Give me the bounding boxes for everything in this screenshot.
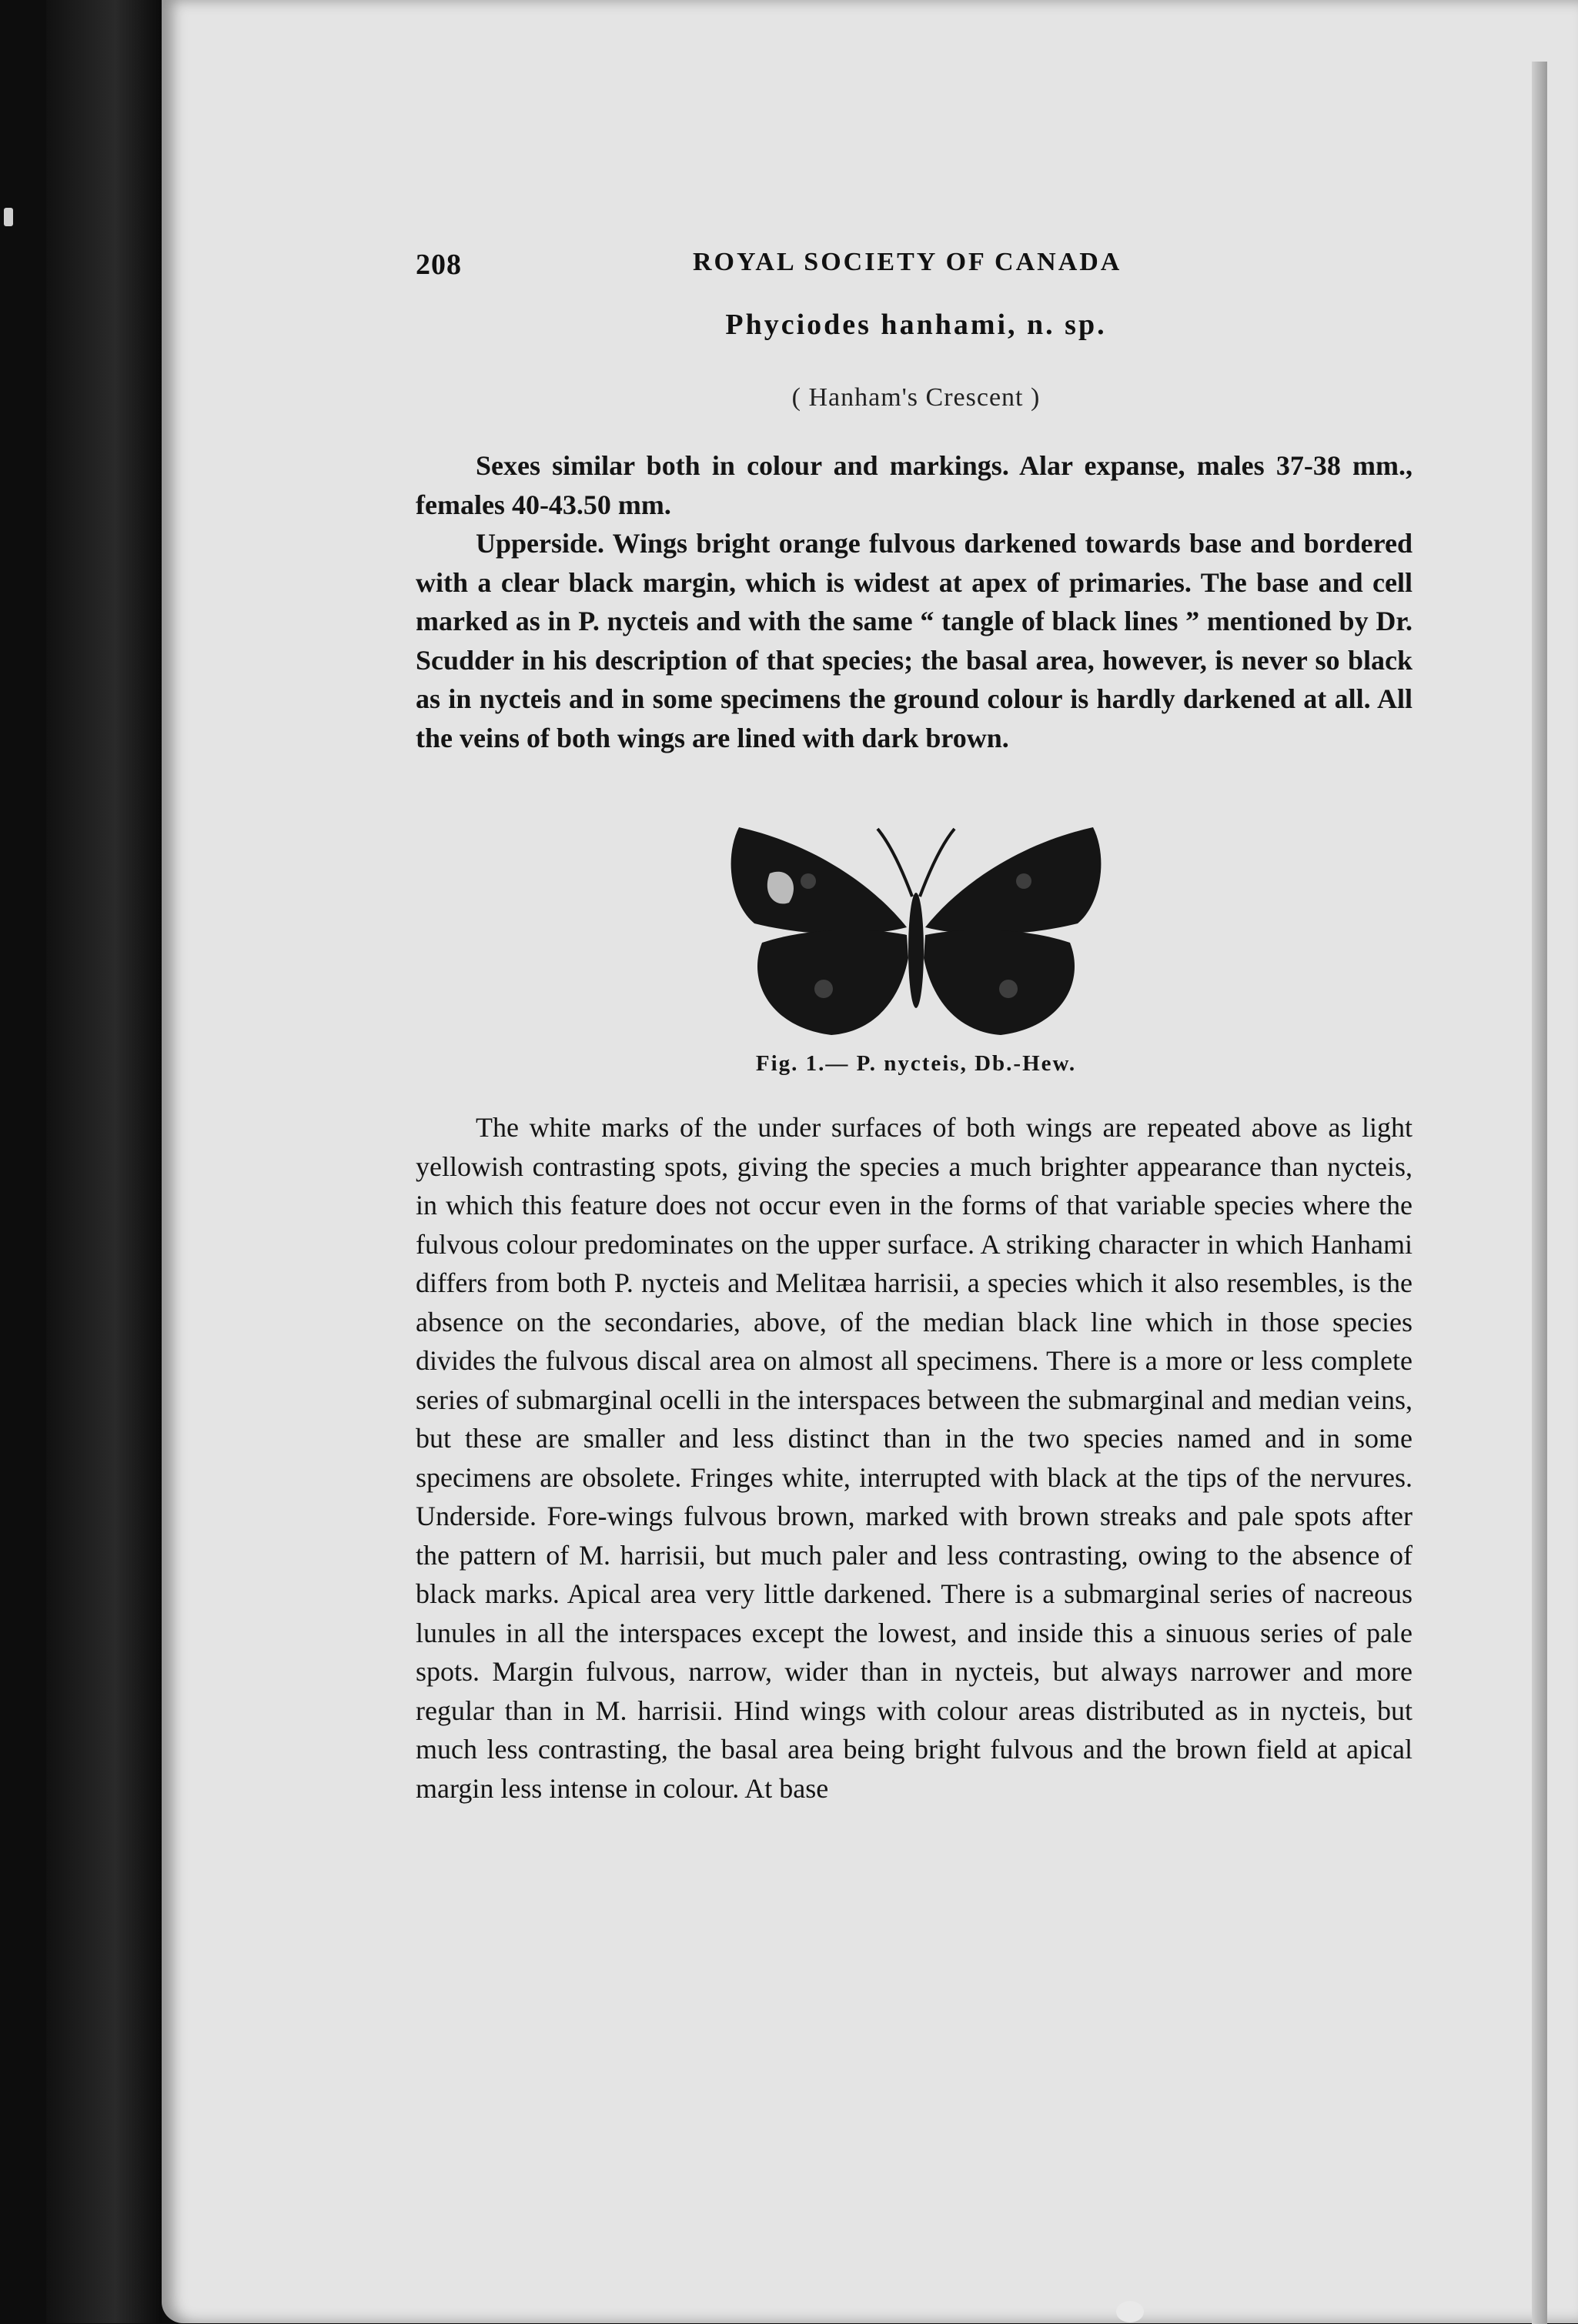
left-hindwing: [757, 930, 908, 1035]
figure-caption: Fig. 1.— P. nycteis, Db.-Hew.: [755, 1051, 1077, 1076]
paragraph-sexes: [416, 446, 1413, 524]
paragraph-1-text: Sexes similar both in colour and markings. Alar expanse, males 37-38 mm., females 40-43.50 mm.: [416, 450, 1413, 520]
page-number: 208: [416, 249, 462, 281]
right-hindwing: [924, 930, 1075, 1035]
right-antenna: [920, 829, 954, 897]
page-edge: [1532, 62, 1547, 2324]
right-forewing: [925, 827, 1101, 934]
common-name: ( Hanham's Crescent ): [791, 383, 1041, 412]
edge-mark: [4, 208, 13, 226]
left-antenna: [878, 829, 912, 897]
running-title: ROYAL SOCIETY OF CANADA: [693, 248, 1122, 276]
paragraph-description: [416, 1108, 1413, 1808]
paragraph-3-text: The white marks of the under surfaces of both wings are repeated above as light yellowish contrasting spots, giving the species a much brighter appearance than nycteis, in which this feature does not occur even in the forms of that variable species where the fulvous colour predominates on the upper surface. A striking character in which Hanhami differs from both P. nycteis and Melitæa harrisii, a species which it also resembles, is the absence on the secondaries, above, of the median black line which in those species divides the fulvous discal area on almost all specimens. There is a more or less complete series of submarginal ocelli in the interspaces between the submarginal and median veins, but these are smaller and less distinct than in the two species named and in some specimens are obsolete. Fringes white, interrupted with black at the tips of the nervures. Underside. Fore-wings fulvous brown, marked with brown streaks and pale spots after the pattern of M. harrisii, but much paler and less contrasting, owing to the absence of black marks. Apical area very little darkened. There is a submarginal series of nacreous lunules in all the interspaces except the lowest, and inside this a sinuous series of pale spots. Margin fulvous, narrow, wider than in nycteis, but always narrower and more regular than in M. harrisii. Hind wings with colour areas distributed as in nycteis, but much less contrasting, the basal area being bright fulvous and the brown field at apical margin less intense in colour. At base: [416, 1112, 1413, 1804]
page-stain: [1116, 2301, 1144, 2322]
butterfly-figure: [716, 812, 1116, 1043]
book-binding: [46, 0, 162, 2323]
left-forewing: [731, 827, 907, 934]
paragraph-upperside: [416, 524, 1413, 757]
species-title: Phyciodes hanhami, n. sp.: [725, 309, 1107, 341]
page-header: [416, 248, 1416, 294]
paragraph-2-text: Upperside. Wings bright orange fulvous darkened towards base and bordered with a clear black margin, which is widest at apex of primaries. The base and cell marked as in P. nycteis and with the same “ tangle of black lines ” mentioned by Dr. Scudder in his description of that species; the basal area, however, is never so black as in nycteis and in some specimens the ground colour is hardly darkened at all. All the veins of both wings are lined with dark brown.: [416, 528, 1413, 753]
butterfly-body: [908, 893, 924, 1008]
